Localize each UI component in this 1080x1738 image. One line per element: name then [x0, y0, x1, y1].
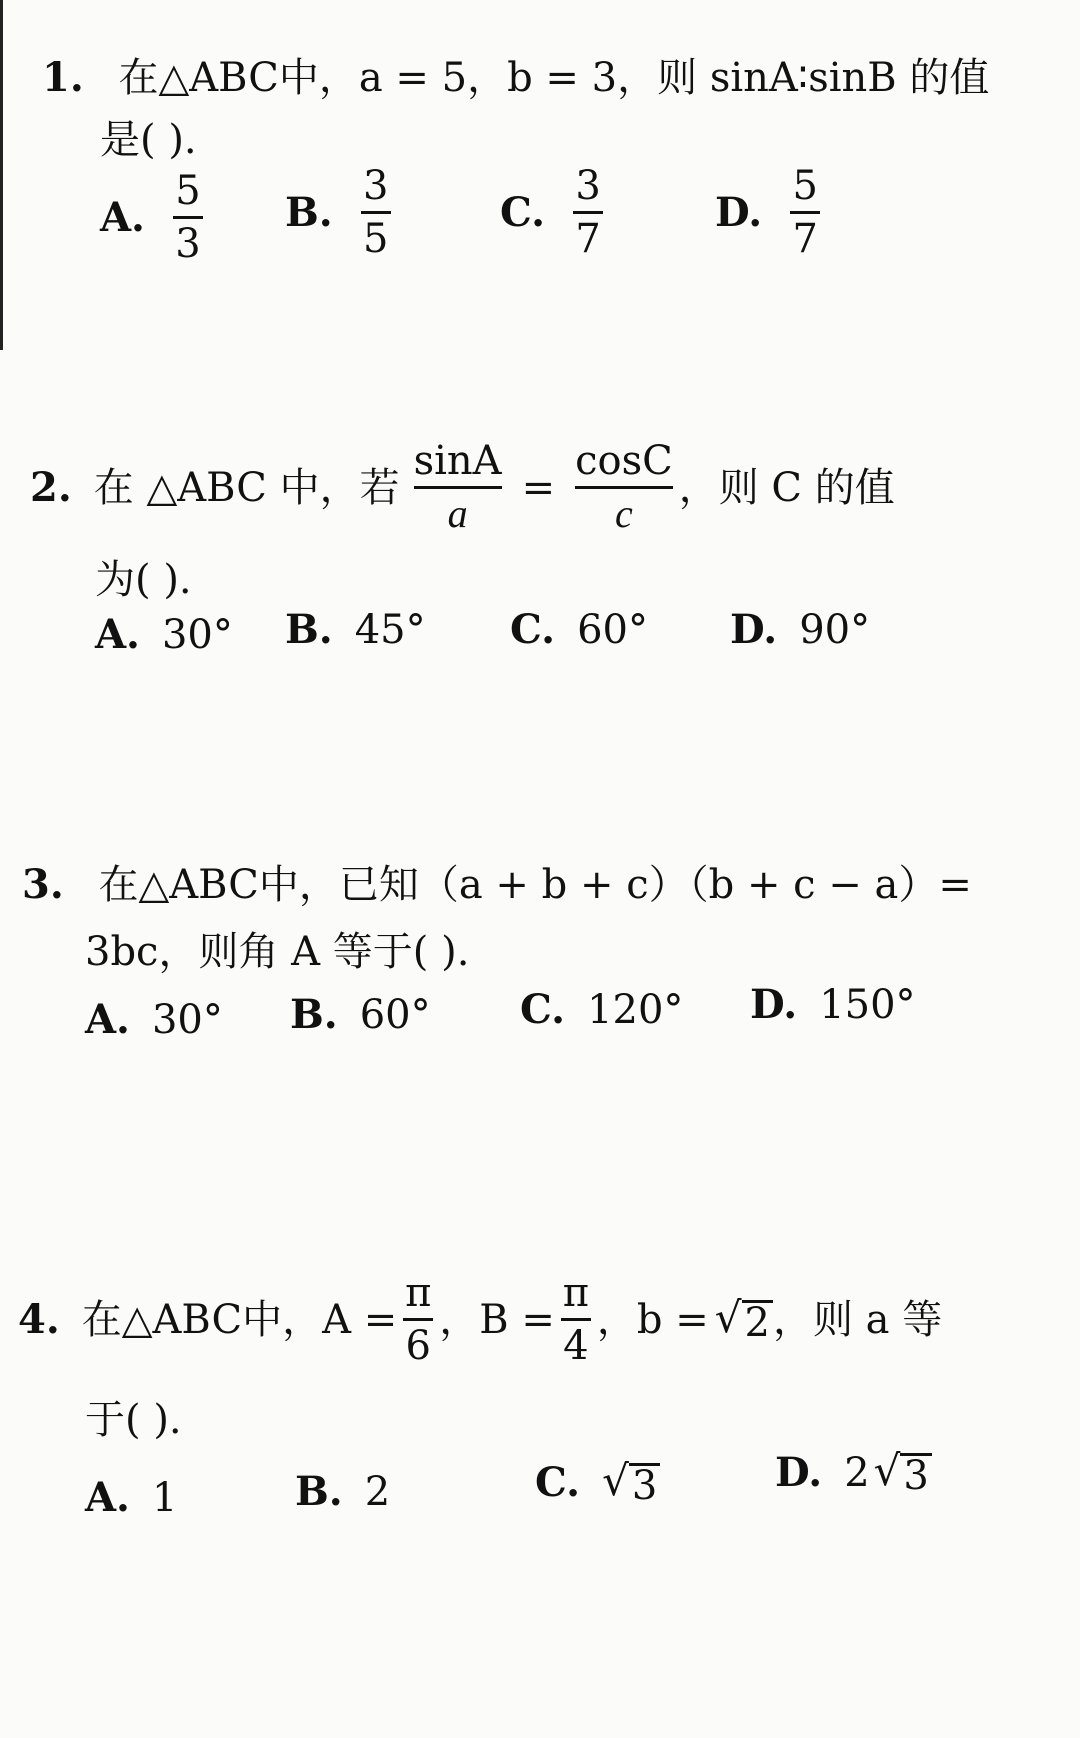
- option-c[interactable]: [510, 606, 648, 653]
- option-letter: A.: [100, 193, 145, 241]
- question-4-stem: [18, 1272, 942, 1367]
- option-letter: B.: [285, 606, 333, 653]
- option-b[interactable]: [290, 991, 431, 1038]
- option-letter: B.: [290, 991, 338, 1038]
- option-letter: B.: [285, 188, 333, 236]
- denominator: 3: [175, 221, 201, 267]
- denominator: 7: [575, 216, 601, 262]
- radicand: 2: [742, 1300, 773, 1343]
- option-d[interactable]: [750, 981, 916, 1028]
- question-number: 3.: [22, 861, 64, 908]
- option-letter: D.: [715, 188, 763, 236]
- numerator: π: [562, 1270, 590, 1316]
- fraction: [361, 165, 391, 260]
- question-number: 2.: [30, 463, 72, 511]
- coefficient: 2: [844, 1450, 870, 1496]
- option-a[interactable]: [100, 170, 209, 265]
- option-letter: C.: [535, 1459, 581, 1506]
- option-value: 60°: [359, 992, 431, 1038]
- question-text: 在△ABC中，a = 5，b = 3，则 sinA∶sinB 的值: [118, 55, 990, 101]
- denominator: 4: [563, 1323, 589, 1369]
- question-text: ，B =: [439, 1296, 555, 1343]
- numerator: 5: [175, 168, 201, 214]
- numerator: 3: [575, 163, 601, 209]
- option-b[interactable]: [285, 165, 397, 260]
- option-c[interactable]: [535, 1456, 660, 1509]
- question-text: 3bc，则角 A 等于( ).: [85, 929, 470, 975]
- radicand: 3: [629, 1463, 660, 1506]
- question-text: 在 △ABC 中，若: [93, 464, 400, 511]
- radicand: 3: [900, 1453, 931, 1496]
- option-a[interactable]: [95, 611, 233, 658]
- denominator: 7: [792, 216, 818, 262]
- square-root: √ 3: [874, 1450, 932, 1496]
- question-text: 是( ).: [100, 117, 197, 163]
- option-letter: A.: [95, 611, 140, 658]
- fraction: [790, 165, 820, 260]
- numerator: π: [405, 1270, 432, 1316]
- fraction-pi-over-4: [561, 1272, 591, 1367]
- numerator: 3: [363, 163, 389, 209]
- option-value: 30°: [151, 997, 223, 1043]
- option-value: 1: [151, 1475, 178, 1521]
- fraction-cosc-over-c: [575, 440, 673, 535]
- question-3-stem: [22, 861, 972, 908]
- option-letter: D.: [730, 606, 778, 653]
- option-value: 2: [364, 1469, 391, 1515]
- question-text: ，则 C 的值: [678, 464, 895, 511]
- option-d[interactable]: [775, 1446, 932, 1499]
- option-c[interactable]: [520, 986, 684, 1033]
- question-number: 1.: [42, 54, 84, 101]
- question-1-stem-continued: [100, 117, 197, 163]
- option-d[interactable]: [730, 606, 871, 653]
- fraction: [173, 170, 203, 265]
- question-text: 在△ABC中，A =: [81, 1296, 398, 1343]
- fraction-sina-over-a: [414, 440, 502, 535]
- question-1-stem: [42, 54, 990, 101]
- option-letter: C.: [510, 606, 556, 653]
- denominator: 6: [405, 1323, 431, 1369]
- page-margin-line: [0, 0, 3, 350]
- square-root: √ 2: [715, 1297, 773, 1343]
- option-value: 60°: [577, 607, 648, 653]
- question-number: 4.: [18, 1295, 60, 1343]
- question-text: 在△ABC中，已知（a + b + c）（b + c − a）=: [98, 862, 972, 908]
- option-value: 90°: [799, 607, 871, 653]
- option-c[interactable]: [500, 165, 609, 260]
- numerator: sinA: [413, 438, 502, 484]
- option-a[interactable]: [85, 1474, 178, 1521]
- option-letter: D.: [750, 981, 798, 1028]
- denominator: c: [615, 491, 633, 536]
- option-letter: C.: [500, 188, 546, 236]
- option-value: 30°: [161, 612, 233, 658]
- option-a[interactable]: [85, 996, 223, 1043]
- option-letter: A.: [85, 1474, 130, 1521]
- question-2-stem: [30, 440, 895, 535]
- option-b[interactable]: [295, 1468, 391, 1515]
- option-value: 45°: [354, 607, 426, 653]
- denominator: a: [447, 491, 468, 536]
- question-4-stem-continued: [85, 1397, 182, 1443]
- fraction: [573, 165, 603, 260]
- numerator: 5: [792, 163, 818, 209]
- fraction-pi-over-6: [403, 1272, 433, 1367]
- option-value: 150°: [819, 982, 916, 1028]
- question-text: 于( ).: [85, 1397, 182, 1443]
- question-3-stem-continued: [85, 929, 470, 975]
- option-letter: A.: [85, 996, 130, 1043]
- question-2-stem-continued: [95, 557, 192, 603]
- option-d[interactable]: [715, 165, 826, 260]
- option-value: 120°: [587, 987, 684, 1033]
- option-b[interactable]: [285, 606, 426, 653]
- equals-sign: =: [521, 464, 556, 511]
- question-text: ，b =: [596, 1296, 709, 1343]
- option-letter: C.: [520, 986, 566, 1033]
- square-root: √ 3: [602, 1460, 660, 1506]
- option-letter: D.: [775, 1449, 823, 1496]
- option-letter: B.: [295, 1468, 343, 1515]
- denominator: 5: [363, 216, 389, 262]
- question-text: 为( ).: [95, 557, 192, 603]
- numerator: cosC: [575, 438, 673, 484]
- question-text: ，则 a 等: [772, 1296, 943, 1343]
